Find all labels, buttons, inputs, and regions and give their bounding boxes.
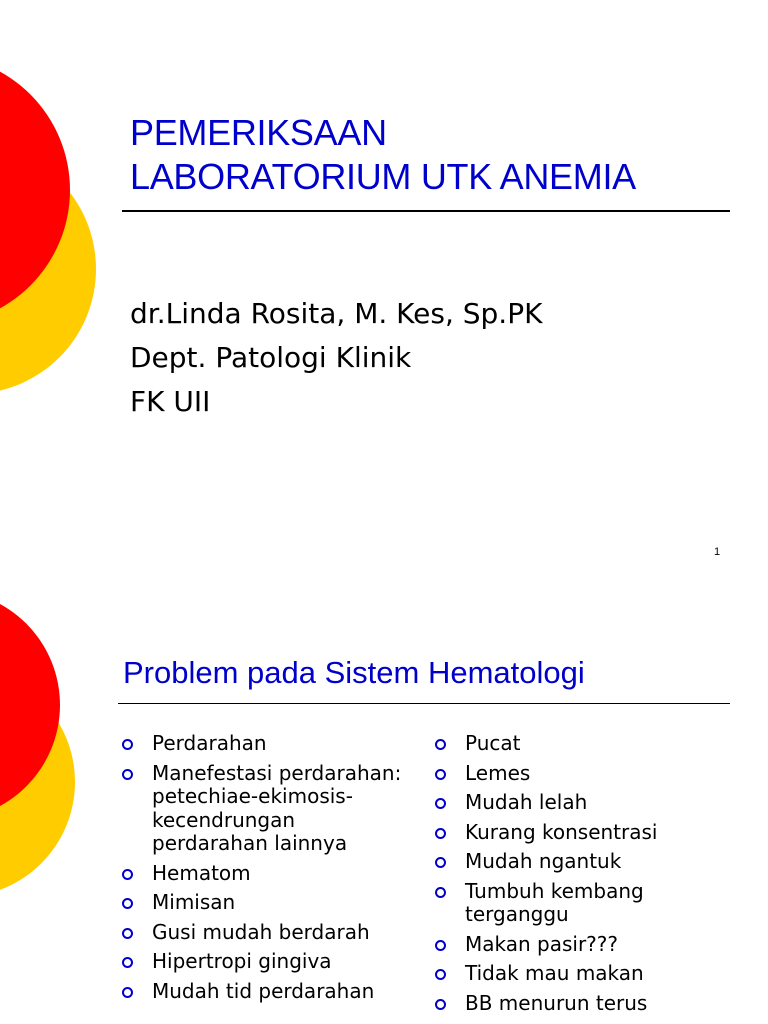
list-item: Makan pasir??? bbox=[435, 933, 735, 957]
list-item: Hematom bbox=[122, 862, 412, 886]
list-item: Pucat bbox=[435, 732, 735, 756]
circle-bullet-icon bbox=[435, 969, 446, 980]
list-item: Mudah lelah bbox=[435, 791, 735, 815]
list-item: Tidak mau makan bbox=[435, 962, 735, 986]
author-name: dr.Linda Rosita, M. Kes, Sp.PK bbox=[130, 297, 543, 330]
title-line-2: LABORATORIUM UTK ANEMIA bbox=[130, 156, 636, 197]
right-bullet-list bbox=[435, 732, 735, 1021]
title-divider bbox=[118, 703, 730, 704]
list-item: Hipertropi gingiva bbox=[122, 950, 412, 974]
slide-1-title bbox=[130, 111, 636, 199]
title-line-1: PEMERIKSAAN bbox=[130, 112, 387, 153]
page-number: 1 bbox=[714, 546, 721, 558]
list-item: Kurang konsentrasi bbox=[435, 821, 735, 845]
circle-bullet-icon bbox=[435, 887, 446, 898]
author-department: Dept. Patologi Klinik bbox=[130, 341, 412, 374]
author-block bbox=[130, 292, 542, 424]
circle-bullet-icon bbox=[122, 769, 133, 780]
list-item: Gusi mudah berdarah bbox=[122, 921, 412, 945]
circle-bullet-icon bbox=[122, 957, 133, 968]
left-bullet-list bbox=[122, 732, 412, 1009]
circle-bullet-icon bbox=[122, 987, 133, 998]
circle-bullet-icon bbox=[435, 828, 446, 839]
list-item: BB menurun terus bbox=[435, 992, 735, 1016]
list-item: Lemes bbox=[435, 762, 735, 786]
circle-bullet-icon bbox=[435, 999, 446, 1010]
circle-bullet-icon bbox=[435, 940, 446, 951]
list-item: Manefestasi perdarahan: petechiae-ekimosis-kecendrungan perdarahan lainnya bbox=[122, 762, 412, 856]
slide-2-title: Problem pada Sistem Hematologi bbox=[123, 655, 585, 690]
circle-bullet-icon bbox=[435, 798, 446, 809]
circle-bullet-icon bbox=[435, 769, 446, 780]
circle-bullet-icon bbox=[122, 928, 133, 939]
slide-2 bbox=[0, 580, 768, 1024]
circle-bullet-icon bbox=[435, 857, 446, 868]
circle-bullet-icon bbox=[122, 869, 133, 880]
list-item: Tumbuh kembang terganggu bbox=[435, 880, 735, 927]
list-item: Mudah tid perdarahan bbox=[122, 980, 412, 1004]
title-divider bbox=[122, 210, 730, 212]
list-item: Mimisan bbox=[122, 891, 412, 915]
list-item: Perdarahan bbox=[122, 732, 412, 756]
list-item: Mudah ngantuk bbox=[435, 850, 735, 874]
circle-bullet-icon bbox=[122, 739, 133, 750]
circle-bullet-icon bbox=[435, 739, 446, 750]
author-institution: FK UII bbox=[130, 385, 211, 418]
circle-bullet-icon bbox=[122, 898, 133, 909]
